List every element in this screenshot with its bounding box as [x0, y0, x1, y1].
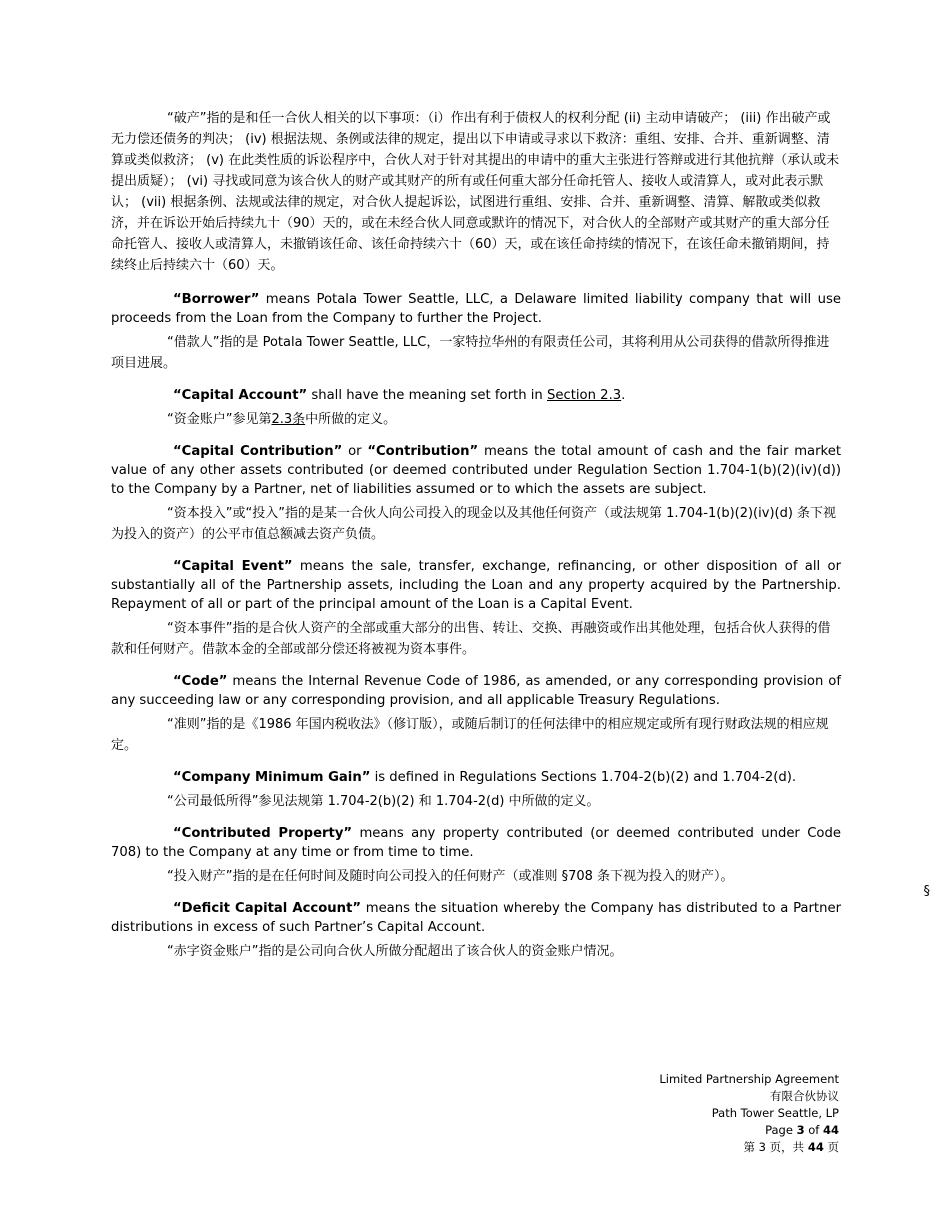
- footer-title-zh: 有限合伙协议: [770, 1089, 839, 1103]
- term-deficit-capital-account: “Deficit Capital Account”: [173, 901, 362, 916]
- term-company-minimum-gain: “Company Minimum Gain”: [173, 770, 371, 785]
- footer-entity-name: Path Tower Seattle, LP: [711, 1106, 839, 1120]
- definition-code-en: [111, 672, 841, 710]
- page-label: of: [804, 1123, 823, 1137]
- definition-capital-contribution-zh: “资本投入”或“投入”指的是某一合伙人向公司投入的现金以及其他任何资产（或法规第 1.704-1(b)(2)(iv)(d) 条下视为投入的资产）的公平市值总额减去资产负债。: [111, 506, 837, 542]
- definition-text: .: [621, 388, 626, 403]
- definition-text: means any property contributed (or deemed contributed under Code 708) to the Company at any time or from time to time.: [111, 826, 841, 860]
- footer-title-en: Limited Partnership Agreement: [659, 1072, 839, 1086]
- page-label: 第 3 页，共: [743, 1140, 808, 1154]
- footer-page-number-en: [579, 1122, 839, 1139]
- page-total: 44: [822, 1123, 839, 1137]
- definition-text: or: [342, 444, 368, 459]
- definition-capital-contribution-en: [111, 442, 841, 499]
- page-label: 页: [823, 1140, 839, 1154]
- definition-borrower-zh: “借款人”指的是 Potala Tower Seattle, LLC，一家特拉华州的有限责任公司，其将利用从公司获得的借款所得推进项目进展。: [111, 335, 830, 371]
- definition-deficit-capital-account-en: [111, 899, 841, 937]
- definition-text: means the situation whereby the Company has distributed to a Partner distributions in excess of such Partner’s Capital Account.: [111, 901, 841, 935]
- definition-text: means the Internal Revenue Code of 1986, as amended, or any corresponding provision of any succeeding law or any corresponding provision, and all applicable Treasury Regulations.: [111, 674, 841, 708]
- section-reference-link[interactable]: 2.3条: [271, 412, 306, 427]
- term-contribution: “Contribution”: [367, 444, 479, 459]
- page-current: 3: [796, 1123, 805, 1137]
- page-total: 44: [807, 1140, 824, 1154]
- definition-code-zh: “准则”指的是《1986 年国内税收法》（修订版），或随后制订的任何法律中的相应规定或所有现行财政法规的相应规定。: [111, 717, 829, 753]
- definition-text: shall have the meaning set forth in: [307, 388, 547, 403]
- footer-page-number-zh: [579, 1139, 839, 1156]
- definition-capital-event-zh: “资本事件”指的是合伙人资产的全部或重大部分的出售、转让、交换、再融资或作出其他处理，包括合伙人获得的借款和任何财产。借款本金的全部或部分偿还将被视为资本事件。: [111, 621, 831, 657]
- definition-text: means the sale, transfer, exchange, refinancing, or other disposition of all or substantially all of the Partnership assets, including the Loan and any property acquired by the Partnership. Repayment of all or part of the principal amount of the Loan is a Capital Event.: [111, 559, 841, 612]
- definition-text: is defined in Regulations Sections 1.704-2(b)(2) and 1.704-2(d).: [370, 770, 797, 785]
- section-symbol: §: [923, 884, 930, 899]
- page-label: Page: [765, 1123, 797, 1137]
- definition-borrower-en: [111, 290, 841, 328]
- definition-capital-event-en: [111, 557, 841, 614]
- definition-bankruptcy-zh: “破产”指的是和任一合伙人相关的以下事项：（i）作出有利于债权人的权利分配 (ii) 主动申请破产； (iii) 作出破产或无力偿还债务的判决； (iv) 根据法规、条例或法律的规定，提出以下申请或寻求以下救济：重组、安排、合并、重新调整、清算或类似救济； (v) 在此类性质的诉讼程序中，合伙人对于针对其提出的申请中的重大主张进行答辩或进行其他抗辩（承认或未提出质疑）； (vi) 寻找或同意为该合伙人的财产或其财产的所有或任何重大部分任命托管人、接收人或清算人，或对此表示默认； (vii) 根据条例、法规或法律的规定，对合伙人提起诉讼，试图进行重组、安排、合并、重新调整、清算、解散或类似救济，并在诉讼开始后持续九十（90）天的，或在未经合伙人同意或默许的情况下，对合伙人的全部财产或其财产的重大部分任命托管人、接收人或清算人，未撤销该任命、该任命持续六十（60）天，或在该任命持续的情况下，在该任命未撤销期间，持续终止后持续六十（60）天。: [111, 111, 840, 273]
- term-capital-contribution: “Capital Contribution”: [173, 444, 343, 459]
- definition-deficit-capital-account-zh: “赤字资金账户”指的是公司向合伙人所做分配超出了该合伙人的资金账户情况。: [167, 944, 623, 959]
- definition-text: “资金账户”参见第: [167, 412, 272, 427]
- definition-company-minimum-gain-en: [111, 768, 841, 787]
- term-capital-account: “Capital Account”: [173, 388, 308, 403]
- definition-text: means Potala Tower Seattle, LLC, a Delaware limited liability company that will use proceeds from the Loan from the Company to further the Project.: [111, 292, 841, 326]
- term-capital-event: “Capital Event”: [173, 559, 293, 574]
- page-footer: [579, 1071, 839, 1156]
- definition-capital-account-zh: [111, 409, 841, 430]
- document-body: [111, 108, 841, 962]
- section-reference-link[interactable]: Section 2.3: [546, 388, 622, 403]
- definition-contributed-property-zh: “投入财产”指的是在任何时间及随时向公司投入的任何财产（或准则 §708 条下视为投入的财产）。: [167, 869, 734, 884]
- definition-capital-account-en: [111, 386, 841, 405]
- definition-text: 中所做的定义。: [305, 412, 397, 427]
- term-code: “Code”: [173, 674, 228, 689]
- term-contributed-property: “Contributed Property”: [173, 826, 353, 841]
- definition-text: means the total amount of cash and the fair market value of any other assets contributed (or deemed contributed under Regulation Section 1.704-1(b)(2)(iv)(d)) to the Company by a Partner, net of liabilities assumed or to which the assets are subject.: [111, 444, 842, 497]
- term-borrower: “Borrower”: [173, 292, 260, 307]
- definition-company-minimum-gain-zh: “公司最低所得”参见法规第 1.704-2(b)(2) 和 1.704-2(d) 中所做的定义。: [167, 794, 600, 809]
- definition-contributed-property-en: [111, 824, 841, 862]
